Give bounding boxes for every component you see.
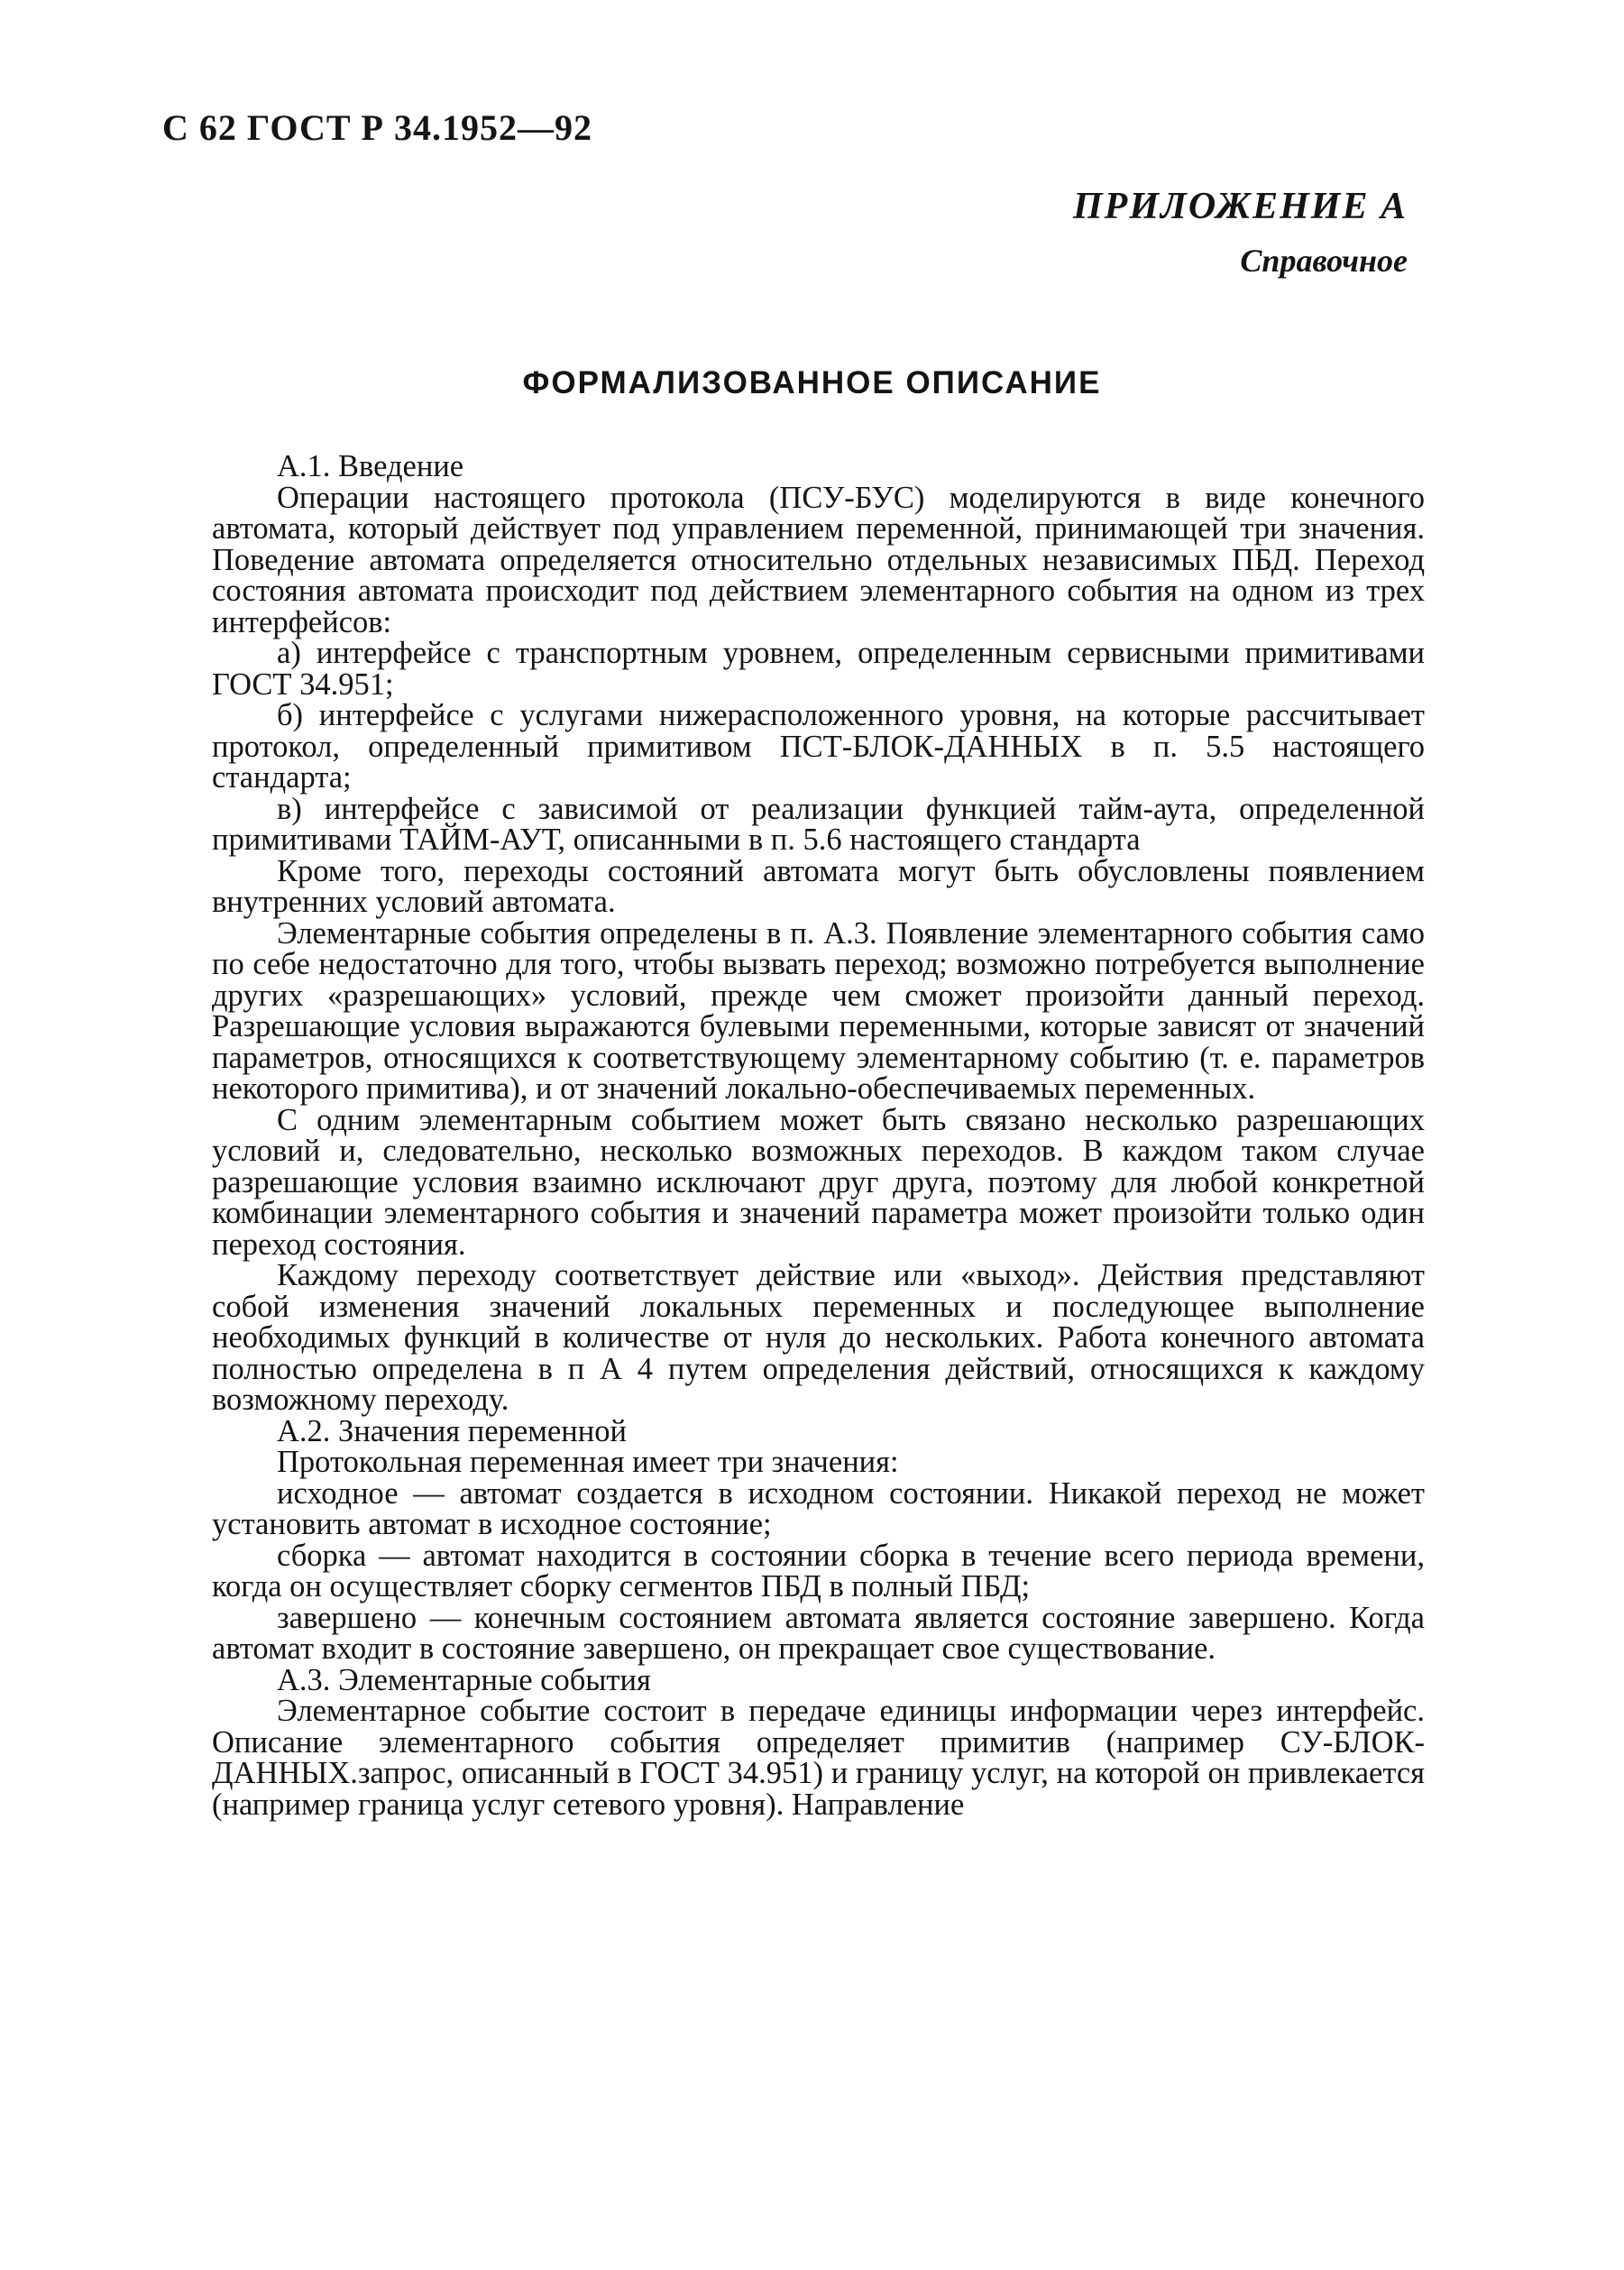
section-heading-a2: А.2. Значения переменной: [277, 1413, 627, 1448]
paragraph: Операции настоящего протокола (ПСУ-БУС) моделируются в виде конечного автомата, который действует под управлением переменной, принимающей три значения. Поведение автомата определяется относительно отдельных независимых ПБД. Переход состояния автомата происходит под действием элементарного события на одном из трех интерфейсов:: [212, 480, 1425, 639]
list-item-c: в) интерфейсе с зависимой от реализации функцией тайм-аута, определенной примитивами ТАЙМ-АУТ, описанными в п. 5.6 настоящего стандарта: [212, 791, 1425, 857]
appendix-label: ПРИЛОЖЕНИЕ А: [1073, 186, 1408, 227]
state-definition-assembly: сборка — автомат находится в состоянии сборка в течение всего периода времени, когда он осуществляет сборку сегментов ПБД в полный ПБД;: [212, 1538, 1425, 1604]
running-head: С 62 ГОСТ Р 34.1952—92: [162, 107, 592, 148]
body-text: [212, 451, 1425, 1820]
state-definition-completed: завершено — конечным состоянием автомата является состояние завершено. Когда автомат входит в состояние завершено, он прекращает свое существование.: [212, 1600, 1425, 1666]
list-item-b: б) интерфейсе с услугами нижерасположенного уровня, на которые рассчитывает протокол, определенный примитивом ПСТ-БЛОК-ДАННЫХ в п. 5.5 настоящего стандарта;: [212, 698, 1425, 795]
paragraph: Элементарное событие состоит в передаче единицы информации через интерфейс. Описание элементарного события определяет примитив (например СУ-БЛОК-ДАННЫХ.запрос, описанный в ГОСТ 34.951) и границу услуг, на которой он привлекается (например граница услуг сетевого уровня). Направление: [212, 1694, 1425, 1822]
paragraph: Элементарные события определены в п. А.3. Появление элементарного события само по себе недостаточно для того, чтобы вызвать переход; возможно потребуется выполнение других «разрешающих» условий, прежде чем сможет произойти данный переход. Разрешающие условия выражаются булевыми переменными, которые зависят от значений параметров, относящихся к соответствующему элементарному событию (т. е. параметров некоторого примитива), и от значений локально-обеспечиваемых переменных.: [212, 915, 1425, 1106]
document-title: ФОРМАЛИЗОВАННОЕ ОПИСАНИЕ: [522, 365, 1102, 400]
paragraph: С одним элементарным событием может быть связано несколько разрешающих условий и, следовательно, несколько возможных переходов. В каждом таком случае разрешающие условия взаимно исключают друг друга, поэтому для любой конкретной комбинации элементарного события и значений параметра может произойти только один переход состояния.: [212, 1102, 1425, 1262]
paragraph: Кроме того, переходы состояний автомата могут быть обусловлены появлением внутренних условий автомата.: [212, 853, 1425, 919]
state-definition-initial: исходное — автомат создается в исходном состоянии. Никакой переход не может установить автомат в исходное состояние;: [212, 1475, 1425, 1541]
paragraph: Протокольная переменная имеет три значения:: [277, 1445, 899, 1479]
section-heading-a3: А.3. Элементарные события: [277, 1662, 651, 1697]
list-item-a: а) интерфейсе с транспортным уровнем, определенным сервисными примитивами ГОСТ 34.951;: [212, 636, 1425, 702]
paragraph: Каждому переходу соответствует действие или «выход». Действия представляют собой изменения значений локальных переменных и последующее выполнение необходимых функций в количестве от нуля до нескольких. Работа конечного автомата полностью определена в п А 4 путем определения действий, относящихся к каждому возможному переходу.: [212, 1258, 1425, 1417]
section-heading-a1: А.1. Введение: [277, 449, 464, 483]
appendix-type: Справочное: [1240, 243, 1408, 279]
